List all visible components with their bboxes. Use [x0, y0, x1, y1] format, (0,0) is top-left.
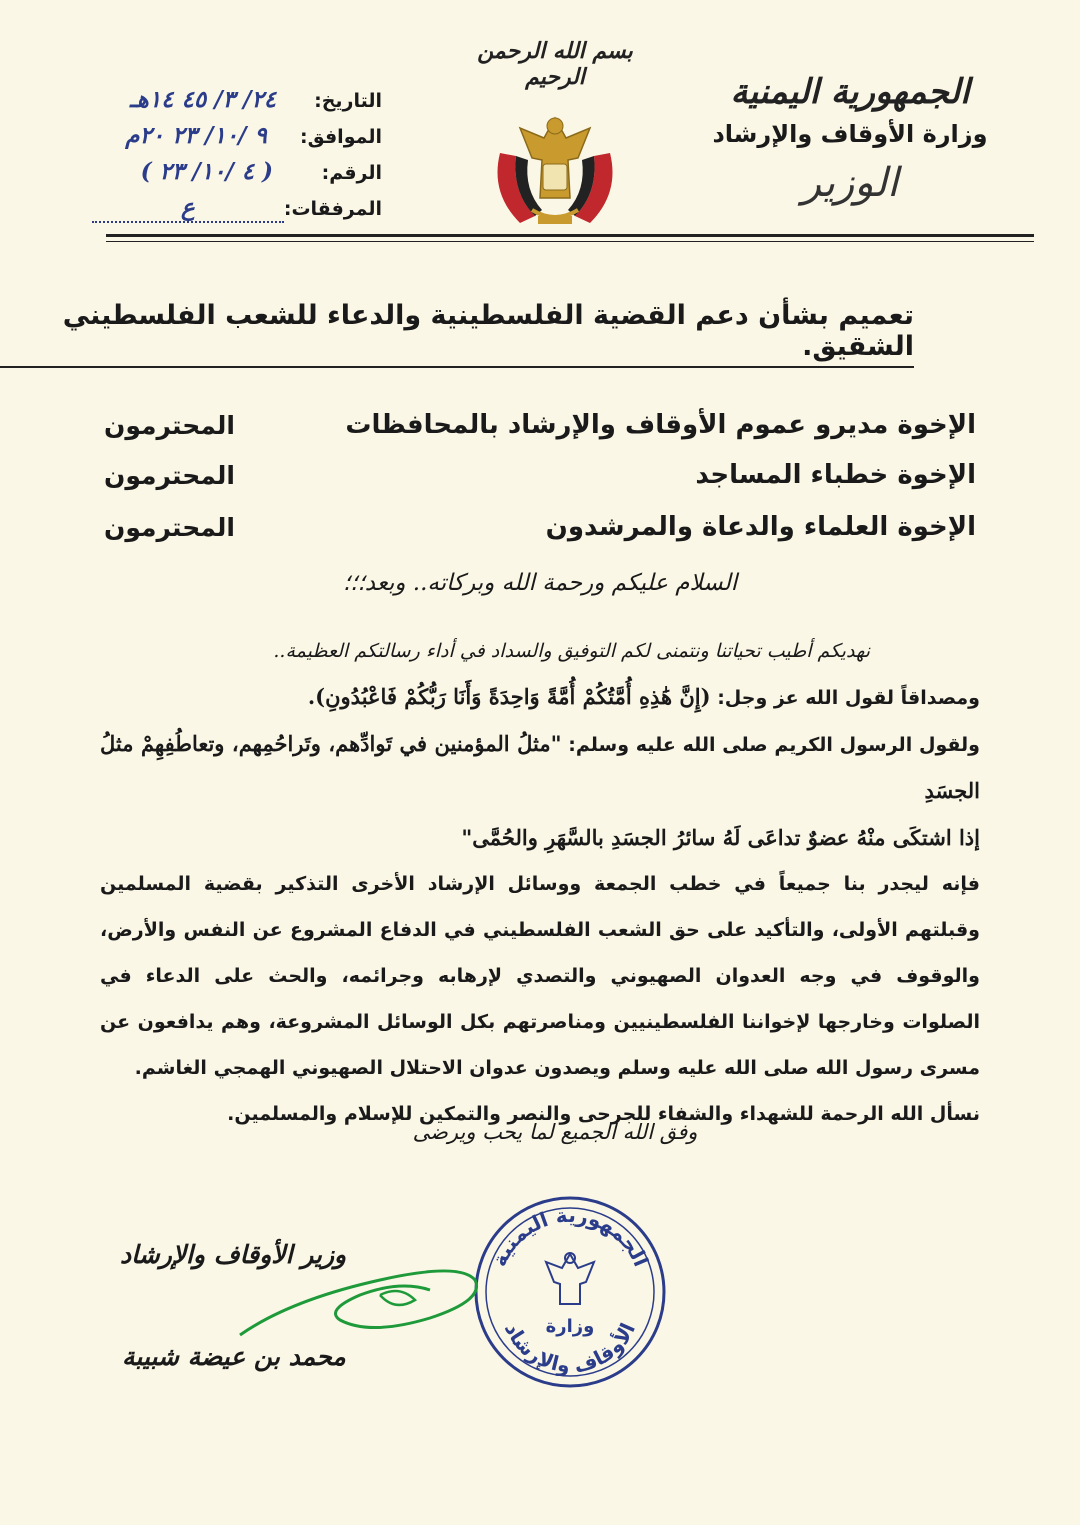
hadith-line-1: "مثلُ المؤمنين في تَوادِّهم، وتَراحُمِهم، وتعاطُفِهِمْ مثلُ الجسَدِ [100, 731, 980, 803]
ministry-stamp [470, 1192, 670, 1396]
hadith-paragraph [100, 721, 980, 815]
attachments-value: ع [92, 194, 284, 223]
prayer-paragraph: نسأل الله الرحمة للشهداء والشفاء للجرحى والنصر والتمكين للإسلام والمسلمين. [227, 1103, 980, 1125]
letterhead-right [700, 72, 1000, 206]
header-divider-thin [106, 241, 1034, 242]
stamp-text-middle: وزارة [545, 1316, 595, 1337]
ministry-name: وزارة الأوقاف والإرشاد [712, 120, 988, 148]
hadith-line-2: إذا اشتكَى منْهُ عضوٌ تداعَى لَهُ سائرُ الجسَدِ بالسَّهَرِ والحُمَّى" [461, 825, 980, 850]
number-label: الرقم: [321, 162, 382, 184]
minister-heading: الوزير [801, 160, 899, 206]
addressee-respect: المحترمون [104, 410, 235, 440]
addressee-row [104, 410, 976, 440]
number-row [92, 158, 382, 194]
addressee-row [104, 460, 976, 490]
corresponding-label: الموافق: [300, 126, 382, 148]
corresponding-value: ٩ /١٠/ ٢٣ ٢٠م [125, 122, 267, 149]
date-value: ٢٤/ ٣/ ٤٥ ١٤هـ [129, 86, 277, 113]
attachments-label: المرفقات: [283, 198, 382, 220]
quran-verse: (إِنَّ هَٰذِهِ أُمَّتُكُمْ أُمَّةً وَاحِدَةً وَأَنَا رَبُّكُمْ فَاعْبُدُونِ). [307, 684, 711, 709]
hadith-intro: ولقول الرسول الكريم صلى الله عليه وسلم: [568, 734, 980, 756]
stamp-text-bottom: الأوقاف والإرشاد [499, 1319, 640, 1378]
greeting-paragraph: نهديكم أطيب تحياتنا ونتمنى لكم التوفيق والسداد في أداء رسالتكم العظيمة.. [273, 640, 870, 662]
signatory-name: محمد بن عيضة شبيبة [122, 1342, 346, 1371]
salutation: السلام عليكم ورحمة الله وبركاته.. وبعد؛؛؛ [342, 570, 738, 596]
stamp-eagle-icon [546, 1253, 594, 1304]
date-row [92, 86, 382, 122]
addressee-respect: المحترمون [104, 460, 235, 490]
letter-body [100, 628, 980, 1137]
addressee-row [104, 512, 976, 542]
corresponding-row [92, 122, 382, 158]
svg-text:الجمهورية اليمنية [487, 1203, 654, 1270]
republic-name: الجمهورية اليمنية [730, 72, 970, 112]
closing-line: وفق الله الجميع لما يحب ويرضى [412, 1120, 698, 1144]
addressee-name: الإخوة مديرو عموم الأوقاف والإرشاد بالمحافظات [345, 410, 976, 440]
letter-subject: تعميم بشأن دعم القضية الفلسطينية والدعاء للشعب الفلسطيني الشقيق. [0, 300, 914, 368]
main-paragraph: فإنه ليجدر بنا جميعاً في خطب الجمعة ووسائل الإرشاد الأخرى التذكير بقضية المسلمين وقبلتهم الأولى، والتأكيد على حق الشعب الفلسطيني في الدفاع المشروع عن النفس والأرض، والوقوف في وجه العدوان الصهيوني والتصدي لإرهابه وجرائمه، والحث على الدعاء في الصلوات وخارجها لإخواننا الفلسطينيين ومناصرتهم بكل الوسائل المشروعة، وهم يدافعون عن مسرى رسول الله صلى الله عليه وسلم ويصدون عدوان الاحتلال الصهيوني الهمجي الغاشم. [100, 873, 980, 1079]
quran-intro: ومصداقاً لقول الله عز وجل: [717, 687, 980, 709]
addressee-name: الإخوة العلماء والدعاة والمرشدون [545, 512, 976, 542]
addressee-respect: المحترمون [104, 512, 235, 542]
stamp-text-top: الجمهورية اليمنية [486, 1202, 654, 1271]
date-label: التاريخ: [314, 90, 382, 112]
header-divider [106, 234, 1034, 237]
signatory-title: وزير الأوقاف والإرشاد [120, 1240, 347, 1269]
letterhead-center [455, 38, 655, 252]
yemen-eagle-emblem-icon [455, 98, 655, 252]
number-value: ( ٤ /١٠/ ٢٣ ) [140, 158, 273, 185]
quran-paragraph [100, 674, 980, 721]
attachments-row [92, 194, 382, 230]
letter-metadata [92, 86, 382, 230]
addressee-name: الإخوة خطباء المساجد [695, 460, 976, 490]
basmala: بسم الله الرحمن الرحيم [477, 38, 633, 90]
